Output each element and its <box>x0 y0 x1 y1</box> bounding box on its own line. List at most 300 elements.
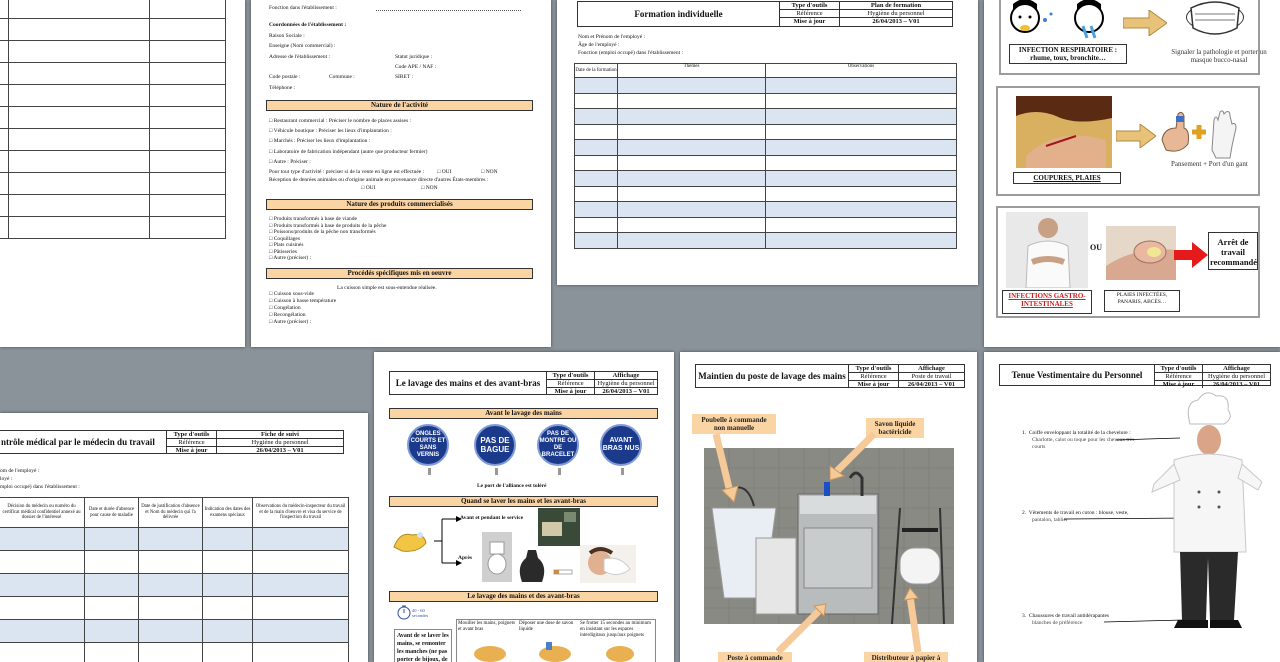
code-postal-field: Code postale : <box>269 74 301 80</box>
ring-circle: PAS DE BAGUE <box>474 424 516 466</box>
page8-type-label: Type d'outils <box>1155 365 1203 372</box>
handwash-icon <box>390 527 430 553</box>
table-cell <box>9 41 150 63</box>
page6-header <box>389 371 658 395</box>
table-cell <box>575 217 618 233</box>
col-date: Date de la formation <box>575 64 618 78</box>
page7-maj-value: 26/04/2013 – V01 <box>907 381 956 388</box>
adresse-field: Adresse de l'établissement : <box>269 54 331 60</box>
process-label: Recongélation <box>273 312 306 318</box>
table-cell <box>618 217 766 233</box>
table-row <box>575 155 957 171</box>
table-cell <box>9 151 150 173</box>
table-cell <box>9 129 150 151</box>
lavage-heading: Le lavage des mains et des avant-bras <box>389 591 658 602</box>
page7-maj-label: Mise à jour <box>849 381 899 388</box>
process-item: □ Congélation <box>269 305 301 311</box>
table-cell <box>139 551 203 574</box>
page8-type-value: Affichage <box>1223 365 1250 372</box>
timer-label: 40 - 60 secondes <box>412 608 429 618</box>
page8-ref-label: Référence <box>1155 373 1203 380</box>
gastro-panel <box>996 206 1260 318</box>
forearm-circle: AVANT BRAS NUS <box>600 424 642 466</box>
product-label: Pâtisseries <box>273 248 297 255</box>
page3-maj-value: 26/04/2013 – V01 <box>872 18 920 25</box>
page3-type-label: Type d'outils <box>780 2 840 9</box>
table-cell <box>618 78 766 94</box>
table-cell <box>618 186 766 202</box>
table-cell <box>0 217 9 239</box>
table-cell <box>9 173 150 195</box>
table-cell <box>0 63 9 85</box>
page3-ref-value: Hygiène du personnel <box>867 10 925 17</box>
col-themes: Thèmes <box>618 64 766 78</box>
table-row <box>575 202 957 218</box>
item-3-line-a: 3. Chaussures de travail antidérapantes <box>1022 613 1110 619</box>
product-item: □ Poissons/produits de la pêche non transformés <box>269 229 376 235</box>
page6-type-value: Affichage <box>612 372 640 379</box>
product-item: □ Autre (préciser) : <box>269 255 312 261</box>
activity-5-label: Autre : Préciser : <box>273 159 311 165</box>
table-cell <box>139 528 203 551</box>
reception-question: Réception de denrées animales ou d'origine animale en provenance directe d'autres États-membres : <box>269 177 489 183</box>
table-row <box>575 109 957 125</box>
table-row <box>0 129 226 151</box>
table-cell <box>575 171 618 187</box>
table-cell <box>766 217 957 233</box>
table-header-row <box>0 498 349 528</box>
vente-oui: □ OUI <box>437 169 452 175</box>
infection-label: INFECTION RESPIRATOIRE : rhume, toux, bronchite… <box>1009 44 1127 64</box>
handwash-station-photo <box>704 448 954 624</box>
activity-2: □ Véhicule boutique : Préciser les lieux d'implantation : <box>269 128 392 134</box>
table-cell <box>618 202 766 218</box>
table-row <box>0 620 349 643</box>
table-cell <box>149 85 225 107</box>
page5-type-value: Fiche de suivi <box>261 431 299 438</box>
page-6 <box>374 352 674 662</box>
page3-type-value: Plan de formation <box>870 2 922 9</box>
vente-non-label: NON <box>485 169 498 175</box>
reception-non-label: NON <box>425 185 438 191</box>
table-cell <box>575 93 618 109</box>
table-cell <box>9 195 150 217</box>
page3-field-age: Âge de l'employé : <box>578 42 620 48</box>
table-row <box>0 63 226 85</box>
vente-oui-label: OUI <box>441 169 452 175</box>
table-cell <box>618 171 766 187</box>
page6-ref-value: Hygiène du personnel <box>597 380 655 387</box>
wounds-panel <box>996 86 1260 196</box>
table-cell <box>618 233 766 249</box>
page6-maj-label: Mise à jour <box>547 388 595 395</box>
table-row <box>0 551 349 574</box>
table-cell <box>203 574 253 597</box>
activity-3-label: Marchés : Préciser les lieux d'implantation : <box>273 138 371 144</box>
activity-1: □ Restaurant commercial : Préciser le nombre de places assises : <box>269 118 412 124</box>
table-cell <box>9 0 150 19</box>
table-cell <box>0 151 9 173</box>
step-0: Avant de se laver les mains, se remonter les manches (ne pas porter de bijoux, de <box>394 629 452 662</box>
item-2-text-a: Vêtements de travail en coton : blouse, veste, <box>1028 510 1129 516</box>
table-cell <box>203 597 253 620</box>
activity-1-label: Restaurant commercial : Préciser le nombre de places assises : <box>273 118 412 124</box>
pansement-text: Pansement + Port d'un gant <box>1171 160 1248 168</box>
avant-heading: Avant le lavage des mains <box>389 408 658 419</box>
table-row <box>0 151 226 173</box>
page6-type-label: Type d'outils <box>547 372 595 379</box>
code-ape-field: Code APE / NAF : <box>395 64 437 70</box>
table-row <box>0 107 226 129</box>
gastro-text: INFECTIONS GASTRO-INTESTINALES <box>1008 292 1086 308</box>
cough-icon <box>1065 0 1117 40</box>
table-row <box>575 124 957 140</box>
poubelle-callout: Poubelle à commande non manuelle <box>692 414 776 434</box>
activity-2-label: Véhicule boutique : Préciser les lieux d'implantation : <box>273 128 392 134</box>
table-cell <box>0 195 9 217</box>
quand-heading: Quand se laver les mains et les avant-bras <box>389 496 658 507</box>
enseigne-field: Enseigne (Nom commercial) : <box>269 43 336 49</box>
plaies-label: PLAIES INFECTÉES, PANARIS, ABCÈS… <box>1104 290 1180 312</box>
product-label: Produits transformés à base de viande <box>273 216 357 222</box>
nature-activite-heading: Nature de l'activité <box>266 100 533 111</box>
page3-field-name: Nom et Prénom de l'employé : <box>578 34 646 40</box>
table-cell <box>9 107 150 129</box>
chef-illustration <box>984 352 1280 662</box>
table-row <box>575 217 957 233</box>
activity-5: □ Autre : Préciser : <box>269 159 311 165</box>
table-row <box>575 171 957 187</box>
table-cell <box>575 233 618 249</box>
table-cell <box>575 202 618 218</box>
page7-type-value: Affichage <box>918 365 945 372</box>
process-item: □ Autre (préciser) : <box>269 319 312 325</box>
procedes-heading: Procédés spécifiques mis en oeuvre <box>266 268 533 279</box>
table-cell <box>9 19 150 41</box>
table-cell <box>253 597 349 620</box>
timer-icon <box>396 604 412 620</box>
table-row <box>575 186 957 202</box>
statut-field: Statut juridique : <box>395 54 432 60</box>
page5-ref-label: Référence <box>167 439 217 446</box>
page5-type-label: Type d'outils <box>167 431 217 438</box>
table-cell <box>203 528 253 551</box>
table-cell <box>85 528 139 551</box>
product-label: Poissons/produits de la pêche non transformés <box>273 229 376 235</box>
table-cell <box>766 155 957 171</box>
commune-field: Commune : <box>329 74 355 80</box>
table-row <box>0 173 226 195</box>
table-cell <box>766 109 957 125</box>
table-cell <box>766 78 957 94</box>
table-cell <box>0 597 85 620</box>
red-arrow-icon <box>1174 242 1208 268</box>
table-cell <box>85 597 139 620</box>
table-cell <box>149 63 225 85</box>
table-cell <box>253 551 349 574</box>
siret-field: SIRET : <box>395 74 414 80</box>
item-1-line-a: 1. Coiffe enveloppant la totalité de la chevelure : <box>1022 430 1131 436</box>
table-cell <box>85 574 139 597</box>
nails-circle: ONGLES COURTS ET SANS VERNIS <box>407 424 449 466</box>
table-cell <box>0 551 85 574</box>
page1-table <box>0 0 226 239</box>
table-cell <box>9 63 150 85</box>
page3-field-fonction: Fonction (emploi occupé) dans l'établissement : <box>578 50 684 56</box>
item-1-text-a: Coiffe enveloppant la totalité de la chevelure : <box>1028 430 1131 436</box>
page-5 <box>0 413 368 662</box>
table-cell <box>149 19 225 41</box>
sneeze-icon <box>1005 0 1057 40</box>
page5-ref-value: Hygiène du personnel <box>251 439 309 446</box>
item-1-line-c: courts <box>1032 444 1046 450</box>
page7-header <box>695 364 965 388</box>
distributeur-callout: Distributeur à papier à <box>864 652 948 662</box>
table-cell <box>0 107 9 129</box>
page5-field-emploi: mploi occupé) dans l'établissement : <box>0 484 80 490</box>
table-row <box>0 574 349 597</box>
vente-question: Pour tout type d'activité : préciser si de la vente en ligne est effectuée : <box>269 169 425 175</box>
table-cell <box>0 19 9 41</box>
page3-maj-label: Mise à jour <box>780 18 840 26</box>
activity-4: □ Laboratoire de fabrication indépendant (autre que producteur fermier) <box>269 149 428 155</box>
avant-service-label: Avant et pendant le service <box>460 515 524 521</box>
table-cell <box>766 124 957 140</box>
table-row <box>575 93 957 109</box>
medical-col-header: Date de justification d'absence et Nom du médecin qui l'a délivrée <box>139 498 203 528</box>
product-item: □ Produits transformés à base de produits de la pêche <box>269 222 387 229</box>
step-3: Se frotter 15 secondes au minimum en insistant sur les espaces interdigitaux jusqu'aux poignets <box>580 621 651 638</box>
table-row <box>0 528 349 551</box>
page6-title: Le lavage des mains et des avant-bras <box>390 372 547 394</box>
telephone-field: Téléphone : <box>269 85 296 91</box>
reception-oui-label: OUI <box>365 185 376 191</box>
table-row <box>0 0 226 19</box>
table-cell <box>618 124 766 140</box>
table-cell <box>149 129 225 151</box>
page6-maj-value: 26/04/2013 – V01 <box>602 388 650 395</box>
gastro-label <box>1002 290 1092 314</box>
table-row <box>0 19 226 41</box>
medical-col-header: Date et durée d'absence pour cause de maladie <box>85 498 139 528</box>
table-cell <box>85 620 139 643</box>
table-cell <box>575 186 618 202</box>
table-cell <box>203 620 253 643</box>
step-2: Déposer une dose de savon liquide <box>519 621 574 632</box>
table-row <box>0 195 226 217</box>
food-photo <box>538 508 580 546</box>
table-cell <box>766 171 957 187</box>
page5-title: ntrôle médical par le médecin du travail <box>0 431 167 453</box>
table-cell <box>575 140 618 156</box>
table-cell <box>0 643 85 662</box>
page8-ref-value: Hygiène du personnel <box>1207 373 1266 380</box>
page7-type-label: Type d'outils <box>849 365 899 372</box>
ou-text: OU <box>1090 243 1102 252</box>
table-cell <box>253 574 349 597</box>
table-cell <box>766 93 957 109</box>
page5-maj-label: Mise à jour <box>167 447 217 454</box>
respiratory-panel <box>999 0 1267 75</box>
table-cell <box>766 140 957 156</box>
page3-ref-label: Référence <box>780 10 840 17</box>
cuisson-note: La cuisson simple est sous-entendue réalisée. <box>337 285 437 291</box>
item-2-line-b: pantalon, tablier <box>1032 517 1068 523</box>
table-cell <box>203 643 253 662</box>
product-item: □ Plats cuisinés <box>269 242 304 248</box>
table-cell <box>149 195 225 217</box>
table-cell <box>0 528 85 551</box>
page-8 <box>984 352 1280 662</box>
table-cell <box>0 129 9 151</box>
table-cell <box>575 109 618 125</box>
reception-oui: □ OUI <box>361 185 376 191</box>
page-7 <box>680 352 977 662</box>
table-cell <box>618 155 766 171</box>
table-cell <box>253 528 349 551</box>
savon-callout: Savon liquide bactéricide <box>866 418 924 438</box>
reception-non: □ NON <box>421 185 438 191</box>
toilet-photo <box>482 532 512 582</box>
process-label: Autre (préciser) : <box>273 319 312 325</box>
medical-col-header: Observations du médecin-inspecteur du travail et de la main d'oeuvre et visa du service de l'inspection du travail <box>253 498 349 528</box>
page7-title: Maintien du poste de lavage des mains <box>696 365 849 387</box>
raison-field: Raison Sociale : <box>269 33 305 39</box>
process-item: □ Cuisson à basse température <box>269 298 337 304</box>
coord-title: Coordonnées de l'établissement : <box>269 22 347 28</box>
arrow-right-icon-2 <box>1116 124 1156 148</box>
activity-3: □ Marchés : Préciser les lieux d'implantation : <box>269 138 371 144</box>
table-cell <box>9 217 150 239</box>
nature-produits-heading: Nature des produits commercialisés <box>266 199 533 210</box>
hands-illustrations <box>460 642 650 662</box>
alliance-note: Le port de l'alliance est toléré <box>477 483 547 489</box>
page-4 <box>984 0 1280 347</box>
arret-label: Arrêt de travail recommandé <box>1208 232 1258 270</box>
product-label: Coquillages <box>273 235 300 242</box>
table-cell <box>149 41 225 63</box>
page3-header <box>577 1 953 27</box>
page5-field-employe: loyé : <box>0 476 13 482</box>
medical-col-header: Indication des dates des examens spéciaux <box>203 498 253 528</box>
wound-photo <box>1016 96 1112 168</box>
page5-maj-value: 26/04/2013 – V01 <box>256 447 304 454</box>
process-item: □ Recongélation <box>269 312 306 318</box>
page5-header <box>0 430 344 454</box>
mask-icon <box>1181 0 1249 40</box>
table-cell <box>766 202 957 218</box>
page-3 <box>557 0 978 285</box>
table-cell <box>85 643 139 662</box>
item-3-text-a: Chaussures de travail antidérapantes <box>1028 613 1110 619</box>
coupures-text: COUPURES, PLAIES <box>1033 174 1101 182</box>
fonction-line <box>376 5 521 11</box>
table-cell <box>139 643 203 662</box>
table-row <box>0 597 349 620</box>
table-cell <box>203 551 253 574</box>
product-label: Plats cuisinés <box>273 242 304 248</box>
table-cell <box>0 85 9 107</box>
table-cell <box>0 0 9 19</box>
page-2 <box>251 0 551 347</box>
step-1: Mouiller les mains, poignets et avant bras <box>458 621 515 632</box>
sneeze-photo <box>580 545 636 583</box>
table-cell <box>149 0 225 19</box>
signaler-text: Signaler la pathologie et porter un masque bucco-nasal <box>1171 48 1267 64</box>
page7-ref-value: Poste de travail <box>911 373 952 380</box>
table-row <box>575 140 957 156</box>
stomach-ache-photo <box>1006 212 1088 288</box>
table-cell <box>0 574 85 597</box>
item-3-line-b: blanches de préférence <box>1032 620 1083 626</box>
table-cell <box>575 155 618 171</box>
process-label: Congélation <box>273 305 301 311</box>
item-2-line-a: 2. Vêtements de travail en coton : blouse, veste, <box>1022 510 1129 516</box>
table-cell <box>0 173 9 195</box>
table-cell <box>85 551 139 574</box>
page8-title: Tenue Vestimentaire du Personnel <box>1000 365 1155 385</box>
item-1-line-b: Charlotte, calot ou toque pour les cheveux très <box>1032 437 1135 443</box>
table-cell <box>253 620 349 643</box>
table-cell <box>149 217 225 239</box>
table-cell <box>575 78 618 94</box>
table-cell <box>618 109 766 125</box>
bandage-glove-icon <box>1160 110 1240 160</box>
poste-callout: Poste à commande <box>718 652 792 662</box>
product-label: Produits transformés à base de produits de la pêche <box>273 222 387 229</box>
medical-col-header: Décision du médecin ou numéro du certificat médical confidentiel annexé au dossier de l'intéressé <box>0 498 85 528</box>
page7-ref-label: Référence <box>849 373 899 380</box>
table-cell <box>766 233 957 249</box>
apres-label: Après <box>458 555 473 561</box>
table-cell <box>575 124 618 140</box>
table-cell <box>0 41 9 63</box>
table-row <box>0 41 226 63</box>
arrow-right-icon <box>1123 10 1167 36</box>
table-cell <box>9 85 150 107</box>
table-cell <box>139 574 203 597</box>
page-1 <box>0 0 245 347</box>
fonction-field: Fonction dans l'établissement : <box>269 5 337 11</box>
table-cell <box>766 186 957 202</box>
table-cell <box>618 140 766 156</box>
cigarette-photo <box>552 558 574 584</box>
product-label: Autre (préciser) : <box>273 255 312 261</box>
process-label: Cuisson à basse température <box>273 298 337 304</box>
table-row <box>575 78 957 94</box>
table-cell <box>149 151 225 173</box>
table-cell <box>253 643 349 662</box>
page8-maj-value: 26/04/2013 – V01 <box>1212 381 1261 388</box>
process-label: Cuisson sous-vide <box>273 291 314 297</box>
table-cell <box>139 620 203 643</box>
trash-bag-photo <box>516 546 548 582</box>
activity-4-label: Laboratoire de fabrication indépendant (autre que producteur fermier) <box>273 149 428 155</box>
table-row <box>575 233 957 249</box>
infected-finger-photo <box>1106 226 1176 280</box>
table-cell <box>618 93 766 109</box>
coupures-label <box>1013 172 1121 184</box>
formation-table <box>574 63 957 249</box>
page3-title: Formation individuelle <box>578 2 780 26</box>
page6-ref-label: Référence <box>547 380 595 387</box>
process-item: □ Cuisson sous-vide <box>269 291 314 297</box>
table-cell <box>139 597 203 620</box>
watch-circle: PAS DE MONTRE OU DE BRACELET <box>537 424 579 466</box>
product-item: □ Pâtisseries <box>269 248 297 255</box>
vente-non: □ NON <box>481 169 498 175</box>
page8-maj-label: Mise à jour <box>1155 381 1203 388</box>
